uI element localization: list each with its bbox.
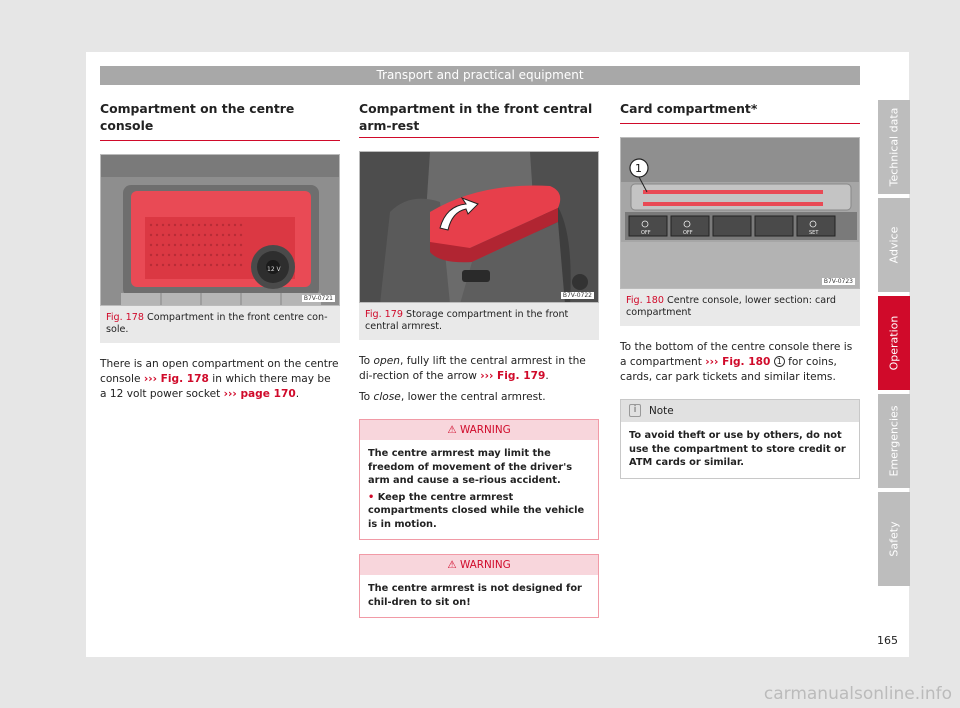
text-run: To — [359, 391, 374, 403]
note-header — [621, 400, 859, 422]
figure-caption-text: Centre console, lower section: card compartment — [626, 295, 837, 318]
figure-code: B7V-0722 — [562, 292, 592, 299]
running-header: Transport and practical equipment — [100, 66, 860, 85]
text-run: in which there may be a 12 volt power socket — [100, 373, 331, 400]
text-run: , lower the central armrest. — [400, 391, 546, 403]
text-run: , fully lift the central armrest in the di-rection of the arrow — [359, 355, 586, 382]
figure-number: Fig. 179 — [365, 309, 403, 320]
warning-body — [360, 575, 598, 617]
callout-number: 1 — [635, 162, 642, 175]
figure-180-image — [620, 137, 860, 289]
note-title: Note — [649, 405, 674, 417]
body-text — [620, 340, 860, 385]
text-run: . — [545, 370, 549, 382]
figure-code: B7V-0723 — [823, 278, 853, 285]
figure-reference-link[interactable]: ››› Fig. 179 — [480, 370, 546, 382]
warning-title: WARNING — [459, 424, 511, 436]
info-icon: i — [629, 404, 641, 417]
figure-number: Fig. 178 — [106, 312, 144, 323]
tab-emergencies[interactable] — [878, 394, 910, 488]
button-off-label: OFF — [641, 230, 651, 236]
warning-text: The centre armrest may limit the freedom of movement of the driver's arm and cause a se-rious accident. — [368, 448, 573, 486]
figure-reference-link[interactable]: ››› Fig. 180 — [705, 356, 771, 368]
note-text: To avoid theft or use by others, do not use the compartment to store credit or ATM cards or similar. — [629, 430, 846, 468]
tab-label: Technical data — [887, 107, 901, 187]
text-run-emphasis: close — [373, 391, 401, 403]
figure-caption — [620, 289, 860, 326]
text-run: To the bottom of the centre console there is a compartment — [620, 341, 853, 368]
section-centre-console — [100, 100, 340, 402]
bullet-icon: • — [368, 491, 375, 503]
power-socket-label: 12 V — [267, 266, 281, 273]
page-reference-link[interactable]: ››› page 170 — [223, 388, 296, 400]
button-off-label: OFF — [683, 230, 693, 236]
figure-178-image — [100, 154, 340, 306]
page-number: 165 — [877, 634, 898, 647]
warning-icon: ⚠ — [447, 424, 460, 436]
text-run: There is an open compartment on the centre console — [100, 358, 339, 385]
warning-bullet-item — [368, 491, 590, 532]
callout-number-inline: 1 — [774, 356, 785, 367]
section-title: Card compartment* — [620, 100, 860, 124]
figure-caption-text: Compartment in the front centre con-sole. — [106, 312, 328, 335]
text-run: To — [359, 355, 374, 367]
section-card-compartment — [620, 100, 860, 479]
figure-reference-link[interactable]: ››› Fig. 178 — [143, 373, 209, 385]
body-text — [100, 357, 340, 402]
warning-box — [359, 554, 599, 618]
text-run: . — [295, 388, 300, 400]
section-title: Compartment on the centre console — [100, 100, 340, 141]
figure-code: B7V-0721 — [303, 295, 333, 302]
tab-label: Emergencies — [887, 405, 901, 477]
tab-advice[interactable] — [878, 198, 910, 292]
section-armrest — [359, 100, 599, 618]
tab-label: Operation — [887, 315, 901, 371]
button-set-label: SET — [809, 230, 819, 236]
figure-caption — [359, 303, 599, 340]
warning-bullet-text: Keep the centre armrest compartments closed while the vehicle is in motion. — [368, 491, 585, 530]
tab-technical-data[interactable] — [878, 100, 910, 194]
figure-number: Fig. 180 — [626, 295, 664, 306]
text-run: for coins, cards, car park tickets and similar items. — [620, 356, 837, 383]
warning-title: WARNING — [459, 559, 511, 571]
chapter-tabs — [878, 100, 910, 590]
warning-header — [360, 420, 598, 440]
body-text — [359, 354, 599, 405]
text-run-emphasis: open — [373, 355, 400, 367]
note-box — [620, 399, 860, 479]
tab-operation[interactable] — [878, 296, 910, 390]
watermark: carmanualsonline.info — [763, 684, 952, 704]
tab-label: Advice — [887, 226, 901, 264]
warning-header — [360, 555, 598, 575]
figure-179-image — [359, 151, 599, 303]
warning-icon: ⚠ — [447, 559, 460, 571]
tab-safety[interactable] — [878, 492, 910, 586]
warning-box — [359, 419, 599, 540]
tab-label: Safety — [887, 521, 901, 557]
warning-text: The centre armrest is not designed for chil-dren to sit on! — [368, 583, 582, 608]
figure-caption-text: Storage compartment in the front central armrest. — [365, 309, 569, 332]
section-title: Compartment in the front central arm-rest — [359, 100, 599, 138]
figure-caption — [100, 306, 340, 343]
warning-body — [360, 440, 598, 539]
